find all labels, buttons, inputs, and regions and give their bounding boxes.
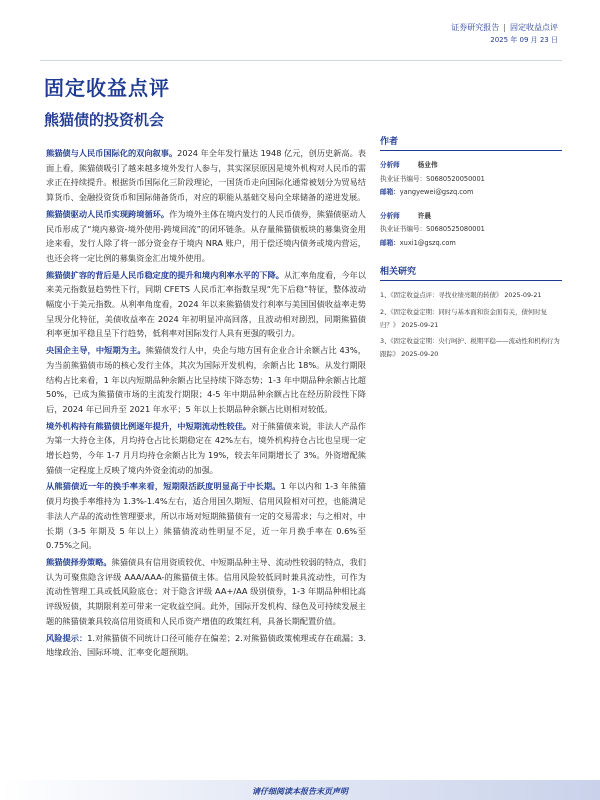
paragraph-lead: 熊猫债扩容的背后是人民币稳定度的提升和境内利率水平的下降。 — [46, 269, 284, 280]
body-paragraph — [46, 146, 366, 205]
analyst-email[interactable]: yangyewei@gszq.com — [399, 188, 474, 196]
footer-disclaimer: 请仔细阅读本报告末页声明 — [252, 787, 348, 796]
paragraph-lead: 风险提示： — [46, 632, 88, 643]
related-report-link[interactable]: 3、《固定收益定期：央行呵护、税期平稳——流动性和机构行为跟踪》 2025-09-20 — [380, 337, 560, 359]
email-label: 邮箱： — [380, 188, 400, 196]
analyst-email[interactable]: xuxi1@gszq.com — [399, 238, 456, 247]
paragraph-text: 熊猫债发行人中，央企与地方国有企业合计余额占比 43%，为当前熊猫债市场的核心发行主体，其次为国际开发机构，余额占比 18%。从发行期限结构占比来看，1 年以内短期品种余额占比呈持续下降态势；1-3 年中期品种余额占比超 50%，已成为熊猫债市场的主流发行期限；4-5 年中期品种余额占比在经历阶段性下降后，2024 年已回升至 2021 年水平；5 年以上长期品种余额占比则相对较低。 — [46, 345, 366, 414]
doc-category: 固定收益点评 — [510, 23, 558, 32]
email-label: 邮箱： — [380, 238, 400, 247]
analyst-name: 杨业伟 — [417, 161, 438, 169]
header-divider — [40, 60, 562, 61]
paragraph-text: 2024 年全年发行量达 1948 亿元，创历史新高。表面上看，熊猫债吸引了越来越多境外发行人参与，其实深层原因是境外机构对人民币的需求正在持续提升。根据货币国际化三阶段理论，一国货币走向国际化通常被划分为贸易结算货币、金融投资货币和国际储备货币，对应的职能从基础交易向全球储备的递进发展。 — [46, 148, 366, 203]
doc-type: 证券研究报告 — [451, 23, 500, 32]
cert-label: 执业证书编号： — [380, 225, 427, 233]
body-paragraph — [46, 479, 366, 553]
sidebar — [380, 134, 562, 365]
paragraph-text: 对于熊猫债来说，非法人产品作为第一大持仓主体，月均持仓占比长期稳定在 42%左右，境外机构持仓占比也呈现一定增长趋势，今年 1-7 月月均持仓余额占比为 19%，较去年同期增长了 3%。外资增配熊猫债一定程度上反映了境内外资金流动的加强。 — [46, 420, 366, 475]
paragraph-lead: 熊猫债择券策略。 — [46, 556, 112, 567]
analyst-role: 分析师 — [380, 211, 400, 220]
related-research-heading: 相关研究 — [380, 264, 562, 281]
risk-warning — [46, 631, 366, 660]
related-report-link[interactable]: 2、《固定收益定期：同时与基本面和资金面有关，债何时复归？》 2025-09-21 — [380, 307, 548, 329]
paragraph-text: 作为境外主体在境内发行的人民币债券，熊猫债驱动人民币形成了“境内募资-境外使用-跨境回流”的闭环链条。从存量熊猫债板块的募集资金用途来看，发行人除了将一部分资金存于境内 NRA 账户，用于偿还境内债务或境内营运，也还会将一定比例的募集资金汇出境外使用。 — [46, 208, 366, 263]
analyst-card — [380, 210, 562, 251]
analyst-role: 分析师 — [380, 161, 400, 169]
paragraph-lead: 境外机构持有熊猫债比例逐年提升，中短期流动性较佳。 — [46, 420, 252, 431]
body-paragraph — [46, 268, 366, 342]
analyst-card — [380, 159, 562, 200]
paragraph-text: 从汇率角度看，今年以来美元指数显趋势性下行，同期 CFETS 人民币汇率指数呈现“先下后稳”特征，整体波动幅度小于美元指数。从利率角度看，2024 年以来熊猫债发行利率与美国国债收益率走势呈现分化特征，美债收益率在 2024 年初明显冲高回落，且波动相对剧烈，同期熊猫债利率更加平稳且呈下行趋势，低利率对国际发行人具有更强的吸引力。 — [46, 269, 366, 339]
paragraph-text: 熊猫债具有信用资质较优、中短期品种主导、流动性较弱的特点，我们认为可聚焦隐含评级 AAA/AAA-的熊猫债主体。信用风险较低同时兼具流动性，可作为流动性管理工具或低风险底仓；对于隐含评级 AA+/AA 级别债券，1-3 年期品种相比高评级短债，其期限利差可带来一定收益空间。此外，国际开发机构、绿色及可持续发展主题的熊猫债兼具较高信用资质和人民币资产增值的政策红利，具备长期配置价值。 — [46, 556, 366, 626]
body-paragraph — [46, 343, 366, 417]
analyst-name: 许晨 — [417, 211, 431, 220]
page-subtitle: 熊猫债的投资机会 — [44, 111, 165, 129]
paragraph-lead: 央国企主导，中短期为主。 — [46, 345, 146, 356]
cert-label: 执业证书编号： — [380, 174, 427, 183]
page-title: 固定收益点评 — [44, 76, 170, 100]
paragraph-text: 1 年以内和 1-3 年熊猫债月均换手率维持为 1.3%-1.4%左右，适合用国久期短、信用风险相对可控，也能满足非法人产品的流动性管理要求，所以市场对短期熊猫债有一定的交易需求；与之相对，中长期（3-5 年期及 5 年以上）熊猫债流动性明显不足，近一年月换手率在 0.6%至 0.75%之间。 — [46, 481, 366, 551]
report-header — [451, 22, 558, 46]
body-paragraph — [46, 419, 366, 478]
report-date: 2025 年 09 月 23 日 — [490, 36, 558, 44]
authors-heading: 作者 — [380, 134, 562, 151]
report-body — [46, 146, 366, 662]
paragraph-text: 1.对熊猫债不同统计口径可能存在偏差；2.对熊猫债政策梳理或存在疏漏；3.地缘政治、国际环境、汇率变化超预期。 — [46, 632, 366, 658]
paragraph-lead: 熊猫债驱动人民币实现跨境循环。 — [46, 208, 170, 219]
header-separator: | — [503, 23, 506, 32]
body-paragraph — [46, 207, 366, 266]
paragraph-lead: 从熊猫债近一年的换手率来看，短期限活跃度明显高于中长期。 — [46, 481, 281, 492]
body-paragraph — [46, 555, 366, 629]
cert-number: S0680520050001 — [426, 174, 485, 183]
paragraph-lead: 熊猫债与人民币国际化的双向叙事。 — [46, 148, 178, 158]
cert-number: S0680525080001 — [426, 225, 485, 233]
related-report-link[interactable]: 1、《固定收益点评：寻找业绩亮眼的转债》 2025-09-21 — [380, 291, 542, 299]
